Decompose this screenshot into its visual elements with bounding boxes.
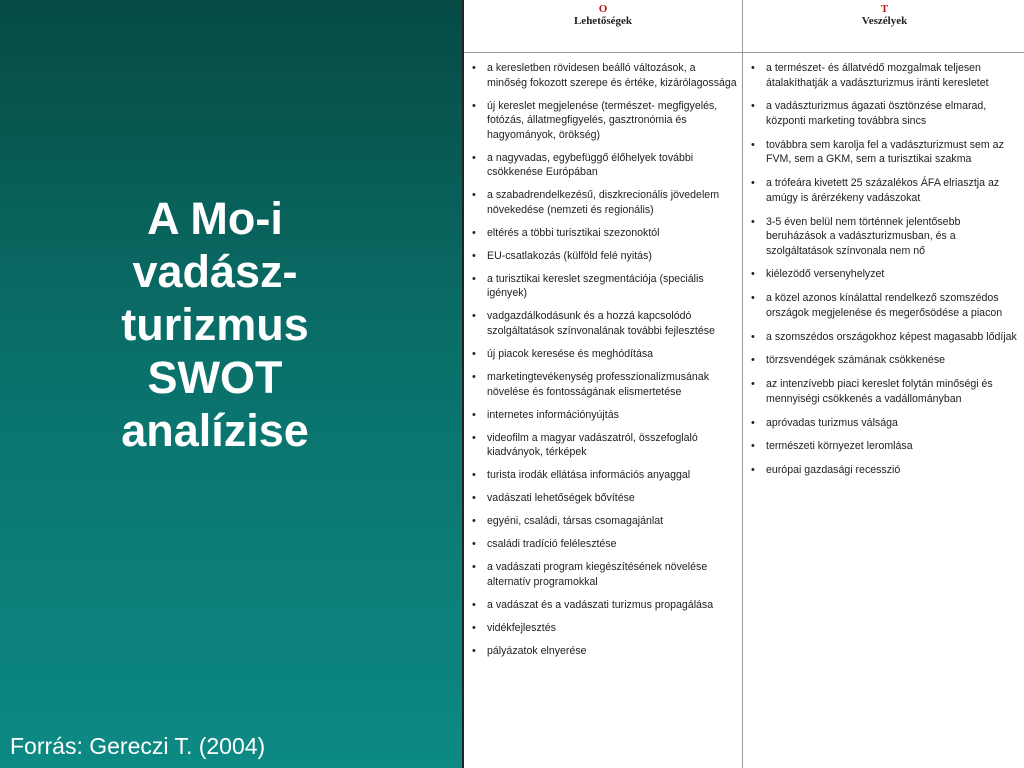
list-item-text: természeti környezet leromlása (766, 440, 913, 453)
list-item (749, 330, 1022, 345)
title-line: turizmus (121, 299, 309, 350)
list-item-text: vadászati lehetőségek bővítése (487, 492, 635, 505)
header-letter-t: T (880, 3, 889, 15)
list-item (470, 621, 738, 636)
title-line: vadász- (132, 246, 298, 297)
list-item (470, 151, 738, 180)
bullet-icon: • (472, 598, 476, 611)
list-item-text: a vadászat és a vadászati turizmus propagálása (487, 598, 714, 611)
list-item-text: a keresletben rövidesen beálló változások, a minőség fokozott szerepe és értéke, kizárólagossága (487, 62, 737, 89)
list-item (749, 377, 1022, 406)
list-item (749, 463, 1022, 478)
list-item-text: új kereslet megjelenése (természet- megfigyelés, fotózás, állatmegfigyelés, gasztronómia és hagyományok, örökség) (487, 99, 718, 141)
list-item (470, 188, 738, 217)
list-item (470, 514, 738, 529)
title-line: analízise (121, 405, 309, 456)
list-item-text: családi tradíció felélesztése (487, 538, 617, 551)
table-header (464, 0, 1024, 53)
bullet-icon: • (751, 215, 755, 228)
list-item (470, 560, 738, 589)
list-item (749, 291, 1022, 320)
bullet-icon: • (472, 538, 476, 551)
list-item-text: továbbra sem karolja fel a vadászturizmust sem az FVM, sem a GKM, sem a turisztikai szakma (766, 138, 1004, 166)
list-item-text: a természet- és állatvédő mozgalmak teljesen átalakíthatják a vadászturizmus iránti keresletet (766, 62, 989, 89)
opportunities-column (464, 53, 743, 768)
bullet-icon: • (472, 561, 476, 574)
bullet-icon: • (472, 431, 476, 444)
list-item (470, 370, 738, 399)
list-item (749, 439, 1022, 454)
list-item-text: az intenzívebb piaci kereslet folytán minőségi és mennyiségi csökkenés a vadállományban (766, 378, 993, 405)
list-item-text: a trófeára kivetett 25 százalékos ÁFA elriasztja az amúgy is árérzékeny vadászokat (766, 177, 1000, 204)
bullet-icon: • (472, 249, 476, 262)
list-item-text: a közel azonos kínálattal rendelkező szomszédos országok megjelenése és megerősödése a piacon (766, 292, 1003, 319)
bullet-icon: • (472, 226, 476, 239)
bullet-icon: • (472, 99, 476, 112)
header-threats (743, 0, 1024, 52)
list-item (470, 249, 738, 264)
swot-table (462, 0, 1024, 768)
header-opportunities (464, 0, 743, 52)
bullet-icon: • (472, 310, 476, 323)
bullet-icon: • (472, 492, 476, 505)
bullet-icon: • (751, 464, 755, 477)
list-item-text: turista irodák ellátása információs anyaggal (487, 469, 691, 482)
bullet-icon: • (472, 189, 476, 202)
bullet-icon: • (751, 268, 755, 281)
list-item-text: európai gazdasági recesszió (766, 464, 901, 477)
list-item-text: marketingtevékenység professzionalizmusának növelése és fontosságának elismertetése (487, 371, 709, 398)
list-item-text: a szomszédos országokhoz képest magasabb lődíjak (766, 330, 1017, 343)
header-label-threats: Veszélyek (861, 15, 908, 27)
list-item-text: eltérés a többi turisztikai szezonoktól (487, 226, 660, 239)
list-item (470, 347, 738, 362)
bullet-icon: • (751, 138, 755, 151)
opportunities-list (470, 61, 738, 658)
list-item (749, 61, 1022, 90)
list-item-text: EU-csatlakozás (külföld felé nyitás) (487, 249, 652, 262)
bullet-icon: • (472, 408, 476, 421)
list-item-text: a nagyvadas, egybefüggő élőhelyek további csökkenése Európában (487, 151, 694, 179)
bullet-icon: • (751, 62, 755, 74)
slide-title (60, 192, 370, 457)
table-body (464, 53, 1024, 768)
list-item-text: a vadászati program kiegészítésének növelése alternatív programokkal (487, 561, 708, 588)
list-item-text: internetes információnyújtás (487, 408, 619, 421)
threats-column (743, 53, 1024, 768)
bullet-icon: • (472, 151, 476, 164)
list-item-text: vadgazdálkodásunk és a hozzá kapcsolódó szolgáltatások színvonalának további fejlesztése (487, 310, 715, 338)
bullet-icon: • (472, 371, 476, 384)
list-item (749, 99, 1022, 128)
list-item-text: a turisztikai kereslet szegmentációja (speciális igények) (487, 272, 704, 300)
list-item-text: a vadászturizmus ágazati ösztönzése elmarad, központi marketing továbbra sincs (766, 100, 987, 127)
list-item (470, 226, 738, 241)
title-line: A Mo-i (147, 193, 283, 244)
list-item-text: apróvadas turizmus válsága (766, 416, 898, 429)
list-item (470, 99, 738, 143)
bullet-icon: • (472, 348, 476, 361)
list-item-text: pályázatok elnyerése (487, 644, 587, 657)
list-item (749, 215, 1022, 259)
list-item-text: 3-5 éven belül nem történnek jelentősebb beruházások a vadászturizmusban, és a szolgáltatások színvonala nem nő (766, 215, 961, 257)
bullet-icon: • (751, 330, 755, 343)
list-item (470, 537, 738, 552)
header-label-opportunities: Lehetőségek (573, 15, 633, 27)
list-item (470, 598, 738, 613)
list-item-text: új piacok keresése és meghódítása (487, 348, 654, 361)
bullet-icon: • (751, 416, 755, 429)
list-item-text: videofilm a magyar vadászatról, összefoglaló kiadványok, térképek (487, 431, 698, 459)
source-citation: Forrás: Gereczi T. (2004) (10, 733, 266, 759)
list-item (749, 138, 1022, 167)
list-item-text: kiélezödő versenyhelyzet (766, 268, 885, 281)
list-item (470, 272, 738, 301)
list-item (470, 309, 738, 338)
list-item-text: a szabadrendelkezésű, diszkrecionális jövedelem növekedése (nemzeti és regionális) (487, 189, 720, 216)
bullet-icon: • (472, 62, 476, 74)
list-item (749, 267, 1022, 282)
list-item-text: vidékfejlesztés (487, 621, 556, 634)
bullet-icon: • (751, 378, 755, 391)
bullet-icon: • (472, 644, 476, 657)
bullet-icon: • (751, 292, 755, 305)
bullet-icon: • (472, 469, 476, 482)
list-item (749, 353, 1022, 368)
list-item (470, 431, 738, 460)
threats-list (749, 61, 1022, 478)
list-item (470, 491, 738, 506)
bullet-icon: • (472, 515, 476, 528)
list-item (470, 644, 738, 659)
bullet-icon: • (751, 354, 755, 367)
list-item (470, 61, 738, 90)
bullet-icon: • (751, 177, 755, 190)
bullet-icon: • (751, 100, 755, 113)
list-item (470, 408, 738, 423)
list-item (749, 416, 1022, 431)
header-letter-o: O (598, 3, 608, 15)
list-item (749, 176, 1022, 205)
bullet-icon: • (751, 440, 755, 453)
title-line: SWOT (147, 352, 283, 403)
list-item (470, 468, 738, 483)
list-item-text: törzsvendégek számának csökkenése (766, 354, 946, 367)
bullet-icon: • (472, 621, 476, 634)
bullet-icon: • (472, 272, 476, 285)
list-item-text: egyéni, családi, társas csomagajánlat (487, 515, 664, 528)
